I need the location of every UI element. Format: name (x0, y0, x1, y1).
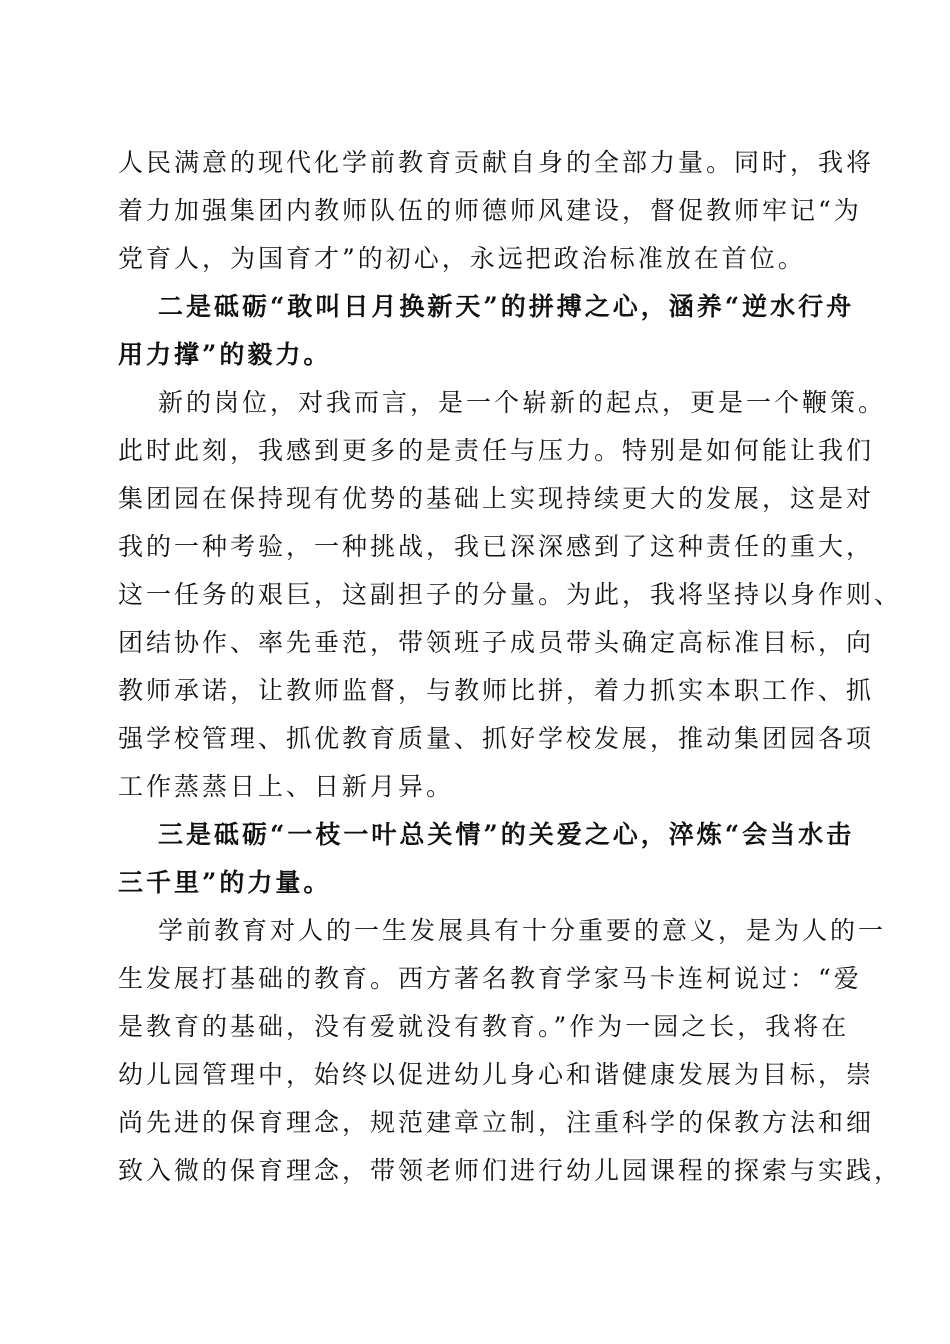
paragraph-first-line: 新的岗位，对我而言，是一个崭新的起点，更是一个鞭策。 (158, 388, 887, 417)
text-line: 党育人，为国育才”的初心，永远把政治标准放在首位。 (118, 244, 806, 273)
text-line: 致入微的保育理念，带领老师们进行幼儿园课程的探索与实践， (118, 1156, 903, 1185)
document-body (118, 139, 903, 1195)
text-line: 幼儿园管理中，始终以促进幼儿身心和谐健康发展为目标，崇 (118, 1060, 875, 1089)
section-heading-line: 用力撑”的毅力。 (118, 340, 332, 369)
section-heading-line: 二是砥砺“敢叫日月换新天”的拼搏之心，涵养“逆水行舟 (158, 292, 855, 321)
text-line: 是教育的基础，没有爱就没有教育。”作为一园之长，我将在 (118, 1012, 850, 1041)
text-line: 强学校管理、抓优教育质量、抓好学校发展，推动集团园各项 (118, 724, 875, 753)
text-line: 着力加强集团内教师队伍的师德师风建设，督促教师牢记“为 (118, 196, 862, 225)
text-line: 这一任务的艰巨，这副担子的分量。为此，我将坚持以身作则、 (118, 580, 903, 609)
text-line: 此时此刻，我感到更多的是责任与压力。特别是如何能让我们 (118, 436, 875, 465)
section-heading-line: 三是砥砺“一枝一叶总关情”的关爱之心，淬炼“会当水击 (158, 820, 855, 849)
text-line: 我的一种考验，一种挑战，我已深深感到了这种责任的重大， (118, 532, 875, 561)
text-line: 尚先进的保育理念，规范建章立制，注重科学的保教方法和细 (118, 1108, 875, 1137)
text-line: 人民满意的现代化学前教育贡献自身的全部力量。同时，我将 (118, 148, 875, 177)
section-heading-line: 三千里”的力量。 (118, 868, 332, 897)
text-line: 生发展打基础的教育。西方著名教育学家马卡连柯说过：“爱 (118, 964, 862, 993)
text-line: 工作蒸蒸日上、日新月异。 (118, 772, 455, 801)
text-line: 团结协作、率先垂范，带领班子成员带头确定高标准目标，向 (118, 628, 875, 657)
text-line: 教师承诺，让教师监督，与教师比拼，着力抓实本职工作、抓 (118, 676, 875, 705)
paragraph-first-line: 学前教育对人的一生发展具有十分重要的意义，是为人的一 (158, 916, 887, 945)
text-line: 集团园在保持现有优势的基础上实现持续更大的发展，这是对 (118, 484, 875, 513)
